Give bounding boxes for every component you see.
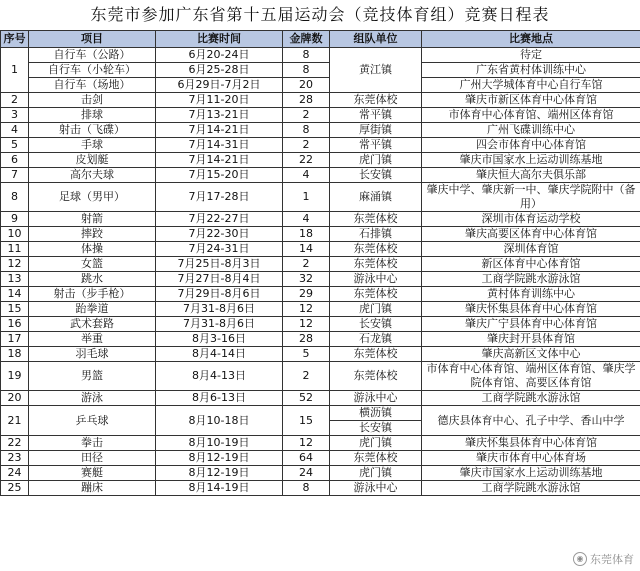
table-row [1,78,640,93]
cell-unit-line: 横沥镇 [330,406,421,421]
cell-venue: 肇庆中学、肇庆新一中、肇庆学院附中（备用） [422,183,640,212]
table-row [1,362,640,391]
cell-gold: 8 [283,48,330,63]
cell-venue: 肇庆市新区体育中心体育馆 [422,93,640,108]
cell-event: 乒乓球 [29,406,156,436]
cell-gold: 8 [283,123,330,138]
cell-time: 7月14-21日 [156,123,283,138]
cell-gold: 29 [283,287,330,302]
table-row [1,242,640,257]
cell-no: 21 [1,406,29,436]
cell-time: 7月15-20日 [156,168,283,183]
cell-no: 7 [1,168,29,183]
cell-event: 跆拳道 [29,302,156,317]
cell-event: 排球 [29,108,156,123]
cell-no: 23 [1,451,29,466]
cell-gold: 2 [283,108,330,123]
cell-venue: 肇庆封开县体育馆 [422,332,640,347]
cell-time: 7月17-28日 [156,183,283,212]
table-row [1,168,640,183]
cell-venue: 德庆县体育中心、孔子中学、香山中学 [422,406,640,436]
cell-time: 7月22-30日 [156,227,283,242]
cell-gold: 4 [283,212,330,227]
cell-no: 18 [1,347,29,362]
cell-time: 7月13-21日 [156,108,283,123]
table-row [1,332,640,347]
wechat-icon: ◉ [573,552,587,566]
cell-unit: 游泳中心 [330,481,422,496]
table-row [1,138,640,153]
cell-event: 男篮 [29,362,156,391]
cell-venue: 肇庆高新区文体中心 [422,347,640,362]
cell-gold: 8 [283,63,330,78]
cell-unit: 厚街镇 [330,123,422,138]
cell-unit: 石排镇 [330,227,422,242]
cell-no: 5 [1,138,29,153]
cell-unit: 黄江镇 [330,48,422,93]
cell-venue: 黄村体育训练中心 [422,287,640,302]
cell-venue: 工商学院跳水游泳馆 [422,481,640,496]
table-row [1,212,640,227]
cell-event: 赛艇 [29,466,156,481]
table-row [1,123,640,138]
cell-gold: 2 [283,362,330,391]
table-body [1,48,640,496]
header-gold: 金牌数 [283,31,330,48]
cell-gold: 28 [283,332,330,347]
table-row [1,406,640,436]
cell-gold: 12 [283,302,330,317]
table-row [1,183,640,212]
cell-event: 自行车（小轮车） [29,63,156,78]
cell-time: 8月12-19日 [156,466,283,481]
cell-no: 13 [1,272,29,287]
cell-gold: 4 [283,168,330,183]
cell-unit: 游泳中心 [330,272,422,287]
cell-time: 7月11-20日 [156,93,283,108]
page-title: 东莞市参加广东省第十五届运动会（竞技体育组）竞赛日程表 [90,5,550,24]
cell-time: 7月31-8月6日 [156,317,283,332]
cell-event: 自行车（公路） [29,48,156,63]
cell-venue: 新区体育中心体育馆 [422,257,640,272]
cell-unit: 石龙镇 [330,332,422,347]
table-row [1,153,640,168]
table-row [1,302,640,317]
cell-no: 3 [1,108,29,123]
cell-venue: 四会市体育中心体育馆 [422,138,640,153]
cell-no: 17 [1,332,29,347]
cell-event: 射击（飞碟） [29,123,156,138]
cell-unit: 东莞体校 [330,93,422,108]
cell-event: 击剑 [29,93,156,108]
header-time: 比赛时间 [156,31,283,48]
table-row [1,317,640,332]
table-row [1,272,640,287]
cell-unit: 东莞体校 [330,451,422,466]
table-header [1,31,640,48]
cell-no: 19 [1,362,29,391]
cell-no: 12 [1,257,29,272]
table-row [1,48,640,63]
cell-venue: 市体育中心体育馆、端州区体育馆 [422,108,640,123]
cell-unit: 东莞体校 [330,287,422,302]
cell-event: 跳水 [29,272,156,287]
cell-time: 7月27日-8月4日 [156,272,283,287]
cell-time: 6月29日-7月2日 [156,78,283,93]
cell-unit: 东莞体校 [330,347,422,362]
cell-unit: 常平镇 [330,138,422,153]
cell-event: 足球（男甲） [29,183,156,212]
cell-gold: 24 [283,466,330,481]
watermark-text: 东莞体育 [590,553,634,566]
cell-no: 16 [1,317,29,332]
cell-time: 8月6-13日 [156,391,283,406]
cell-time: 7月25日-8月3日 [156,257,283,272]
cell-venue: 肇庆广宁县体育中心体育馆 [422,317,640,332]
cell-venue: 广州大学城体育中心自行车馆 [422,78,640,93]
cell-unit: 长安镇 [330,317,422,332]
cell-gold: 14 [283,242,330,257]
cell-event: 自行车（场地） [29,78,156,93]
cell-venue: 肇庆市国家水上运动训练基地 [422,153,640,168]
cell-time: 7月22-27日 [156,212,283,227]
cell-gold: 32 [283,272,330,287]
cell-venue: 工商学院跳水游泳馆 [422,391,640,406]
cell-no: 25 [1,481,29,496]
cell-gold: 8 [283,481,330,496]
cell-event: 蹦床 [29,481,156,496]
cell-event: 皮划艇 [29,153,156,168]
table-row [1,466,640,481]
cell-gold: 12 [283,436,330,451]
table-row [1,451,640,466]
cell-venue: 深圳市体育运动学校 [422,212,640,227]
cell-venue: 肇庆市体育中心体育场 [422,451,640,466]
cell-event: 游泳 [29,391,156,406]
header-event: 项目 [29,31,156,48]
cell-no: 6 [1,153,29,168]
cell-gold: 1 [283,183,330,212]
cell-no: 8 [1,183,29,212]
cell-unit: 东莞体校 [330,242,422,257]
cell-time: 7月29日-8月6日 [156,287,283,302]
cell-event: 田径 [29,451,156,466]
cell-gold: 2 [283,257,330,272]
cell-event: 手球 [29,138,156,153]
cell-time: 8月10-18日 [156,406,283,436]
cell-no: 2 [1,93,29,108]
cell-time: 8月10-19日 [156,436,283,451]
header-no: 序号 [1,31,29,48]
table-row [1,347,640,362]
cell-unit: 虎门镇 [330,153,422,168]
cell-time: 7月24-31日 [156,242,283,257]
cell-no: 9 [1,212,29,227]
table-row [1,257,640,272]
cell-event: 高尔夫球 [29,168,156,183]
cell-gold: 22 [283,153,330,168]
cell-unit: 虎门镇 [330,466,422,481]
cell-time: 7月31-8月6日 [156,302,283,317]
table-row [1,391,640,406]
cell-event: 摔跤 [29,227,156,242]
cell-venue: 肇庆高要区体育中心体育馆 [422,227,640,242]
cell-unit: 麻涌镇 [330,183,422,212]
cell-gold: 18 [283,227,330,242]
cell-no: 24 [1,466,29,481]
cell-event: 羽毛球 [29,347,156,362]
cell-venue: 广州飞碟训练中心 [422,123,640,138]
cell-no: 10 [1,227,29,242]
schedule-table [0,30,640,496]
cell-no: 14 [1,287,29,302]
cell-unit [330,406,422,436]
header-unit: 组队单位 [330,31,422,48]
cell-venue: 肇庆怀集县体育中心体育馆 [422,436,640,451]
cell-no: 11 [1,242,29,257]
cell-gold: 12 [283,317,330,332]
cell-venue: 肇庆市国家水上运动训练基地 [422,466,640,481]
table-row [1,93,640,108]
cell-time: 7月14-31日 [156,138,283,153]
cell-gold: 15 [283,406,330,436]
cell-venue: 待定 [422,48,640,63]
cell-no: 4 [1,123,29,138]
cell-unit: 东莞体校 [330,362,422,391]
table-row [1,436,640,451]
cell-venue: 广东省黄村体训练中心 [422,63,640,78]
cell-gold: 5 [283,347,330,362]
cell-no: 15 [1,302,29,317]
cell-gold: 52 [283,391,330,406]
table-row [1,287,640,302]
cell-venue: 肇庆恒大高尔夫俱乐部 [422,168,640,183]
cell-unit-line: 长安镇 [359,421,392,434]
cell-venue: 工商学院跳水游泳馆 [422,272,640,287]
cell-unit: 游泳中心 [330,391,422,406]
cell-unit: 虎门镇 [330,436,422,451]
table-row [1,63,640,78]
cell-event: 射击（步手枪） [29,287,156,302]
cell-event: 体操 [29,242,156,257]
cell-event: 武术套路 [29,317,156,332]
cell-gold: 2 [283,138,330,153]
cell-event: 射箭 [29,212,156,227]
table-row [1,108,640,123]
cell-unit: 虎门镇 [330,302,422,317]
cell-unit: 长安镇 [330,168,422,183]
cell-time: 6月20-24日 [156,48,283,63]
header-venue: 比赛地点 [422,31,640,48]
cell-time: 8月12-19日 [156,451,283,466]
cell-gold: 20 [283,78,330,93]
cell-time: 6月25-28日 [156,63,283,78]
cell-event: 女篮 [29,257,156,272]
table-row [1,227,640,242]
cell-no: 22 [1,436,29,451]
cell-time: 8月3-16日 [156,332,283,347]
cell-time: 8月14-19日 [156,481,283,496]
cell-venue: 深圳体育馆 [422,242,640,257]
cell-time: 7月14-21日 [156,153,283,168]
cell-no: 20 [1,391,29,406]
table-row [1,481,640,496]
watermark [573,551,634,567]
cell-gold: 28 [283,93,330,108]
cell-unit: 东莞体校 [330,257,422,272]
cell-no: 1 [1,48,29,93]
cell-unit: 常平镇 [330,108,422,123]
cell-time: 8月4-13日 [156,362,283,391]
cell-venue: 市体育中心体育馆、端州区体育馆、肇庆学院体育馆、高要区体育馆 [422,362,640,391]
cell-gold: 64 [283,451,330,466]
cell-unit: 东莞体校 [330,212,422,227]
cell-event: 举重 [29,332,156,347]
cell-venue: 肇庆怀集县体育中心体育馆 [422,302,640,317]
cell-event: 拳击 [29,436,156,451]
cell-time: 8月4-14日 [156,347,283,362]
